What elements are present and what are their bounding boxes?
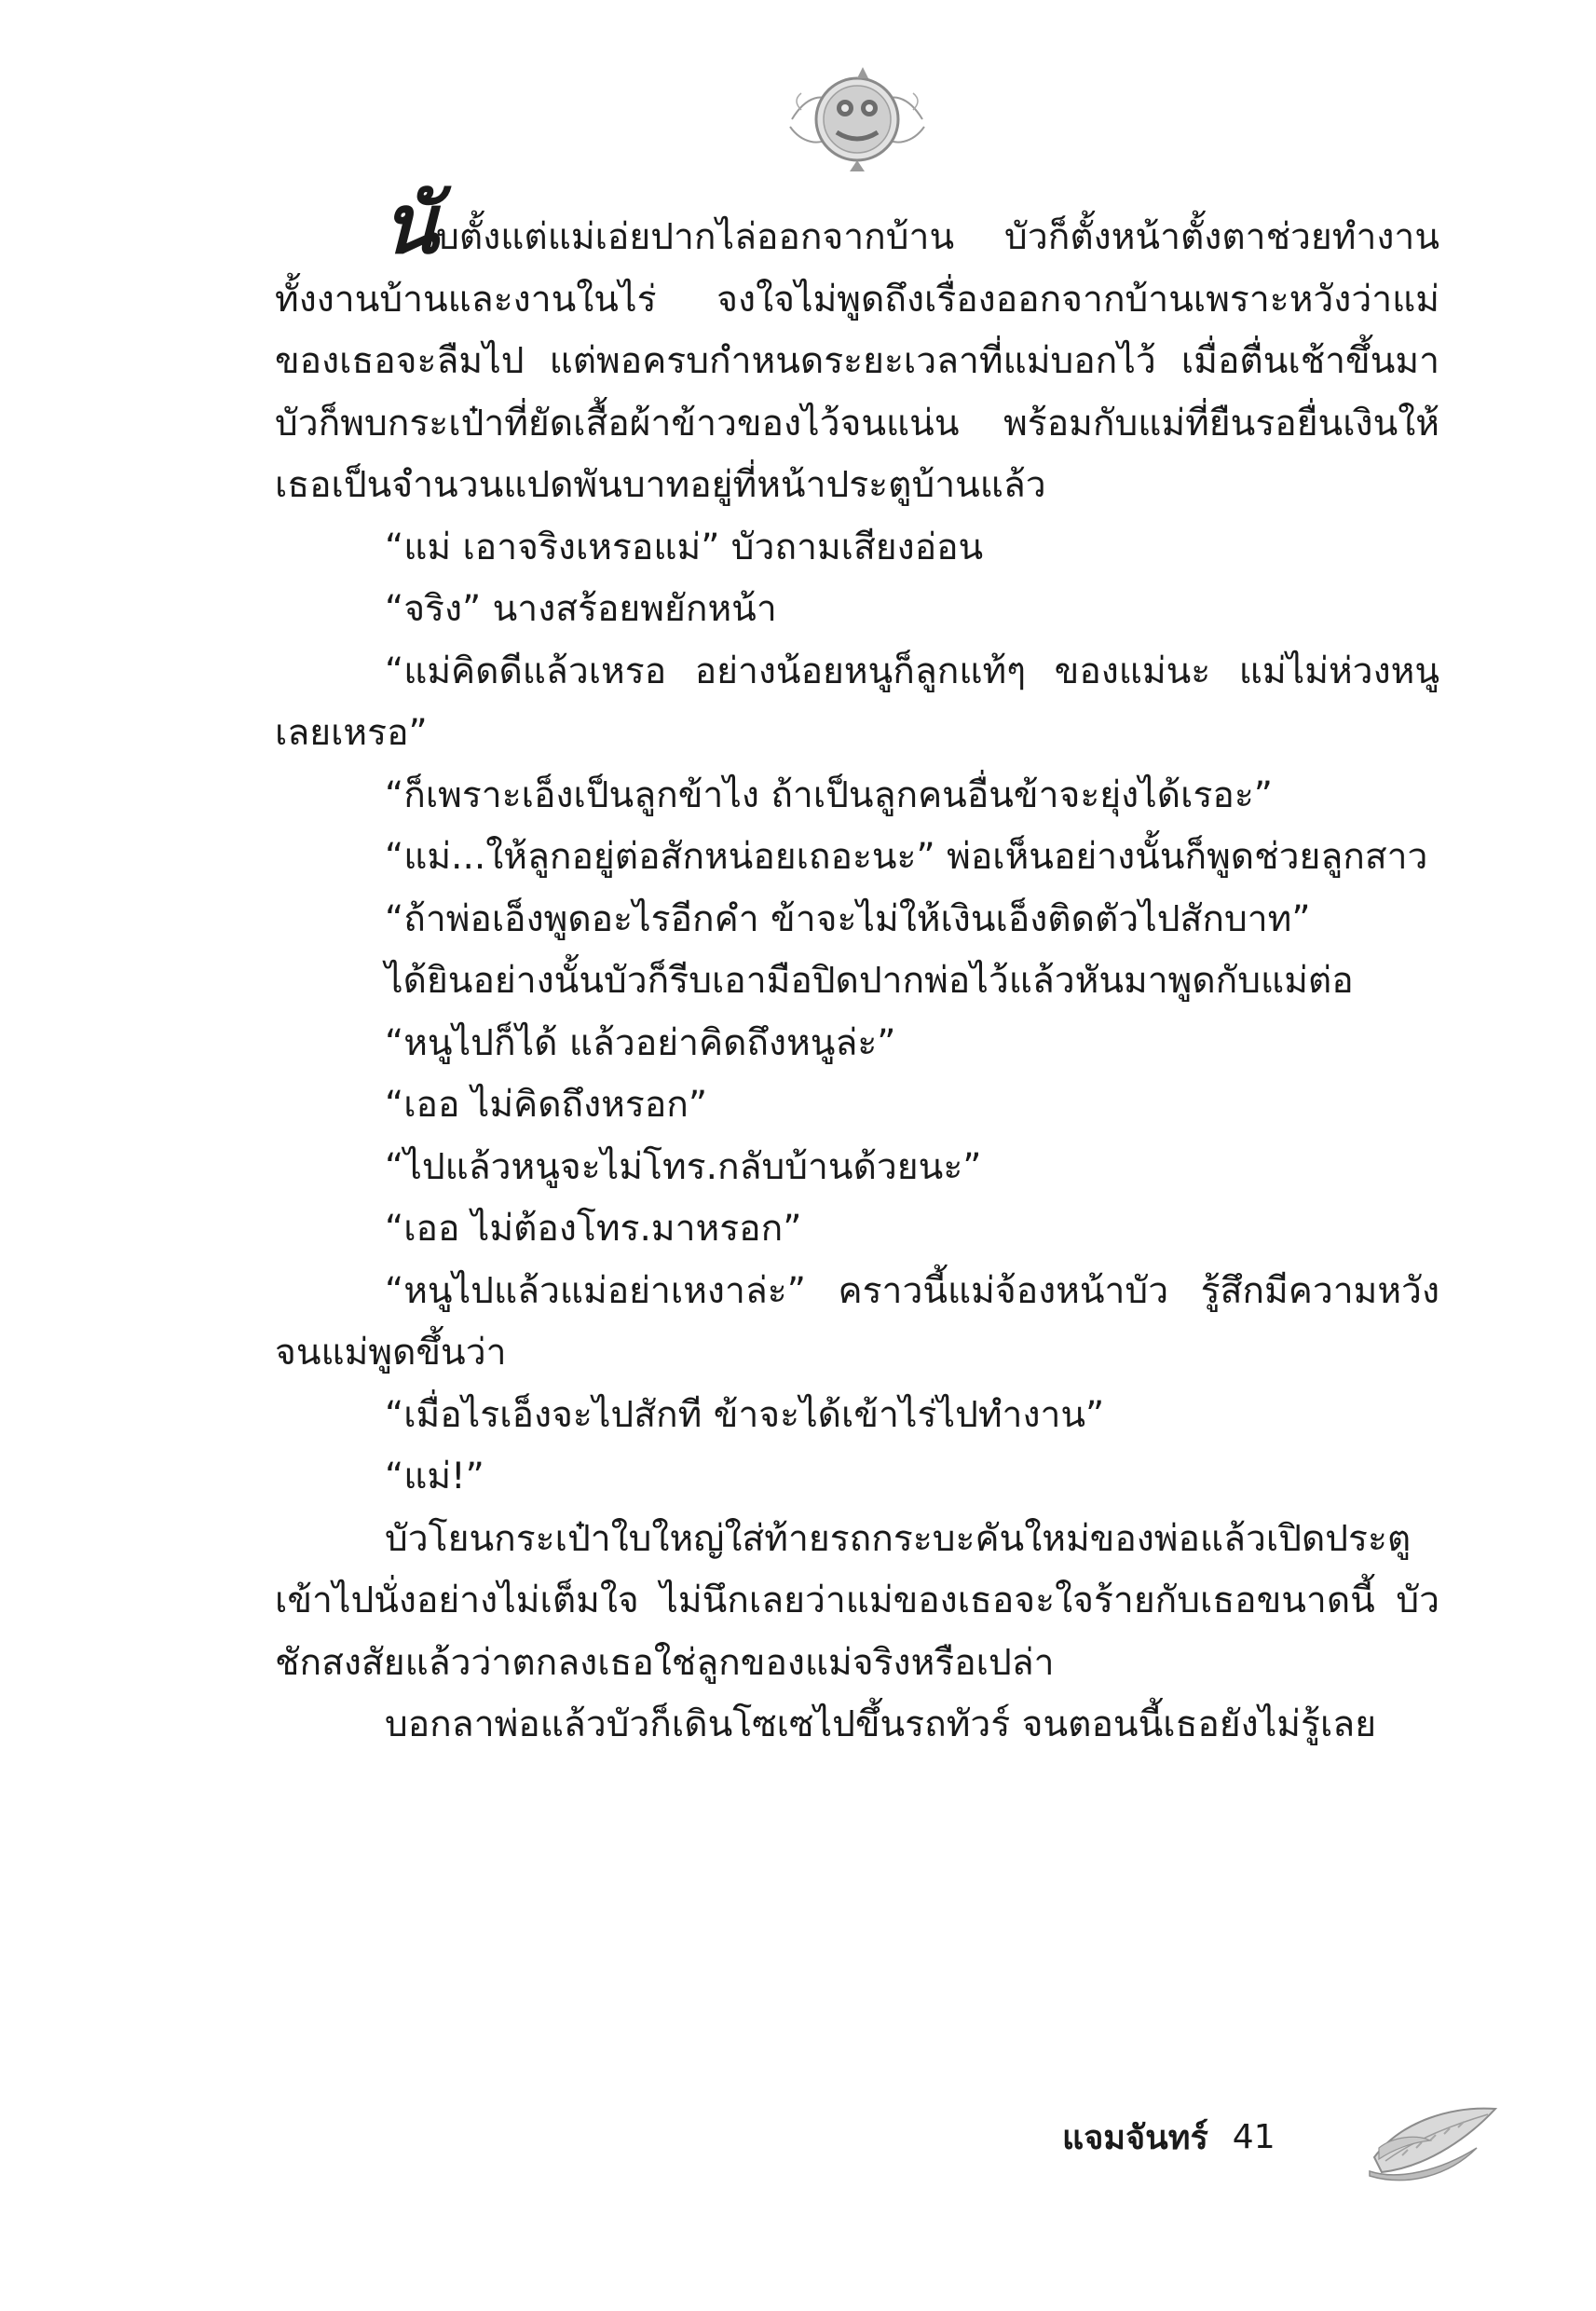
paragraph: “ถ้าพ่อเอ็งพูดอะไรอีกคำ ข้าจะไม่ให้เงินเอ็งติดตัวไปสักบาท” (385, 897, 1311, 940)
paragraph: “แม่คิดดีแล้วเหรอ อย่างน้อยหนูก็ลูกแท้ๆ ของแม่นะ แม่ไม่ห่วงหนูเลยเหรอ” (275, 650, 1439, 754)
book-title: แจมจันทร์ (1062, 2118, 1208, 2157)
paragraph: บอกลาพ่อแล้วบัวก็เดินโซเซไปขึ้นรถทัวร์ จนตอนนี้เธอยังไม่รู้เลย (385, 1703, 1377, 1745)
paragraph: “เมื่อไรเอ็งจะไปสักที ข้าจะได้เข้าไร่ไปทำงาน” (385, 1393, 1105, 1436)
paragraph: “เออ ไม่คิดถึงหรอก” (385, 1084, 708, 1126)
page-footer (1062, 2104, 1275, 2169)
paragraph (275, 175, 1439, 517)
paragraph: “ก็เพราะเอ็งเป็นลูกข้าไง ถ้าเป็นลูกคนอื่นข้าจะยุ่งได้เรอะ” (385, 773, 1273, 816)
drop-cap: นั (382, 175, 437, 272)
paragraph: “เออ ไม่ต้องโทร.มาหรอก” (385, 1208, 802, 1250)
paragraph: “จริง” นางสร้อยพยักหน้า (385, 588, 777, 630)
paragraph: “หนูไปก็ได้ แล้วอย่าคิดถึงหนูล่ะ” (385, 1021, 896, 1064)
paragraph-text: บตั้งแต่แม่เอ่ยปากไล่ออกจากบ้าน บัวก็ตั้งหน้าตั้งตาช่วยทำงานทั้งงานบ้านและงานในไร่ จงใจไม่พูดถึงเรื่องออกจากบ้านเพราะหวังว่าแม่ของเธอจะลืมไป แต่พอครบกำหนดระยะเวลาที่แม่บอกไว้ เมื่อตื่นเช้าขึ้นมาบัวก็พบกระเป๋าที่ยัดเสื้อผ้าข้าวของไว้จนแน่น พร้อมกับแม่ที่ยืนรอยื่นเงินให้เธอเป็นจำนวนแปดพันบาทอยู่ที่หน้าประตูบ้านแล้ว (275, 216, 1439, 506)
story-text-body (275, 175, 1439, 1757)
paragraph: “ไปแล้วหนูจะไม่โทร.กลับบ้านด้วยนะ” (385, 1145, 982, 1188)
corn-ear-icon (1365, 2083, 1500, 2185)
paragraph: บัวโยนกระเป๋าใบใหญ่ใส่ท้ายรถกระบะคันใหม่ของพ่อแล้วเปิดประตูเข้าไปนั่งอย่างไม่เต็มใจ ไม่นึกเลยว่าแม่ของเธอจะใจร้ายกับเธอขนาดนี้ บัวชักสงสัยแล้วว่าตกลงเธอใช่ลูกของแม่จริงหรือเปล่า (275, 1517, 1439, 1684)
ornamental-medallion-logo (783, 54, 932, 180)
page-number: 41 (1232, 2117, 1275, 2156)
paragraph: “หนูไปแล้วแม่อย่าเหงาล่ะ” คราวนี้แม่จ้องหน้าบัว รู้สึกมีความหวังจนแม่พูดขึ้นว่า (275, 1269, 1439, 1374)
paragraph: “แม่ เอาจริงเหรอแม่” บัวถามเสียงอ่อน (385, 526, 984, 568)
paragraph: ได้ยินอย่างนั้นบัวก็รีบเอามือปิดปากพ่อไว้แล้วหันมาพูดกับแม่ต่อ (385, 960, 1354, 1002)
paragraph: “แม่...ให้ลูกอยู่ต่อสักหน่อยเถอะนะ” พ่อเห็นอย่างนั้นก็พูดช่วยลูกสาว (385, 836, 1428, 878)
paragraph: “แม่!” (385, 1456, 484, 1497)
